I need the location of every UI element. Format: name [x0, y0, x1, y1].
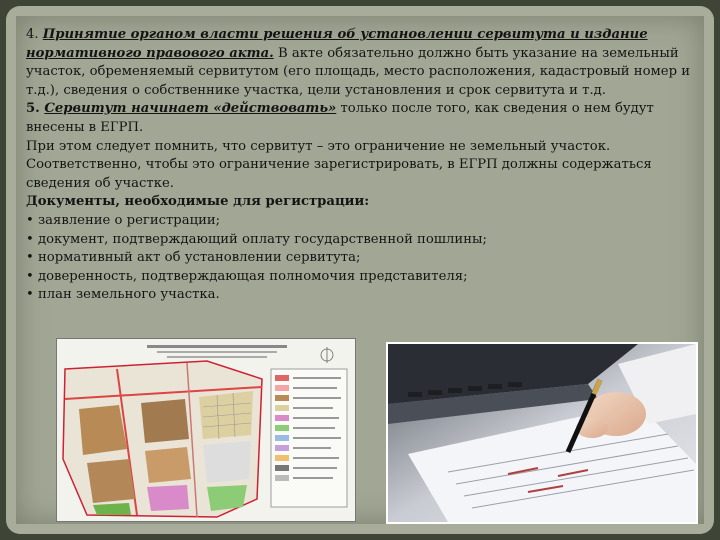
paragraph-5-number: 5.	[26, 101, 45, 117]
docs-item: • план земельного участка.	[26, 287, 220, 303]
paragraph-5	[26, 100, 694, 137]
paragraph-4-heading: Принятие органом власти решения об установлении сервитута и издание нормативного правового акта.	[26, 27, 648, 61]
slide	[16, 16, 704, 524]
land-plan-map-image	[56, 338, 356, 522]
paragraph-note: При этом следует помнить, что сервитут – это ограничение не земельный участок. Соответственно, чтобы это ограничение зарегистрировать, в ЕГРП должны содержаться сведения об участке.	[26, 138, 652, 191]
docs-heading: Документы, необходимые для регистрации:	[26, 194, 370, 210]
paragraph-4	[26, 26, 694, 100]
paragraph-4-number: 4.	[26, 27, 43, 42]
docs-item: • заявление о регистрации;	[26, 212, 221, 228]
paragraph-4-body: В акте обязательно должно быть указание на земельный участок, обременяемый сервитутом (его площадь, место расположения, кадастровый номер и т.д.), сведения о собственнике участка, цели установления и срок сервитута и т.д.	[26, 45, 691, 98]
images-row	[56, 338, 696, 524]
hand-writing-document-photo	[386, 342, 698, 524]
docs-item: • документ, подтверждающий оплату государственной пошлины;	[26, 231, 487, 247]
paragraph-5-body: только после того, как сведения о нем будут внесены в ЕГРП.	[26, 101, 654, 135]
docs-item: • доверенность, подтверждающая полномочия представителя;	[26, 268, 468, 284]
docs-item: • нормативный акт об установлении сервитута;	[26, 250, 361, 266]
paragraph-5-heading: Сервитут начинает «действовать»	[44, 101, 337, 117]
slide-frame	[6, 6, 714, 534]
slide-text	[26, 26, 694, 305]
